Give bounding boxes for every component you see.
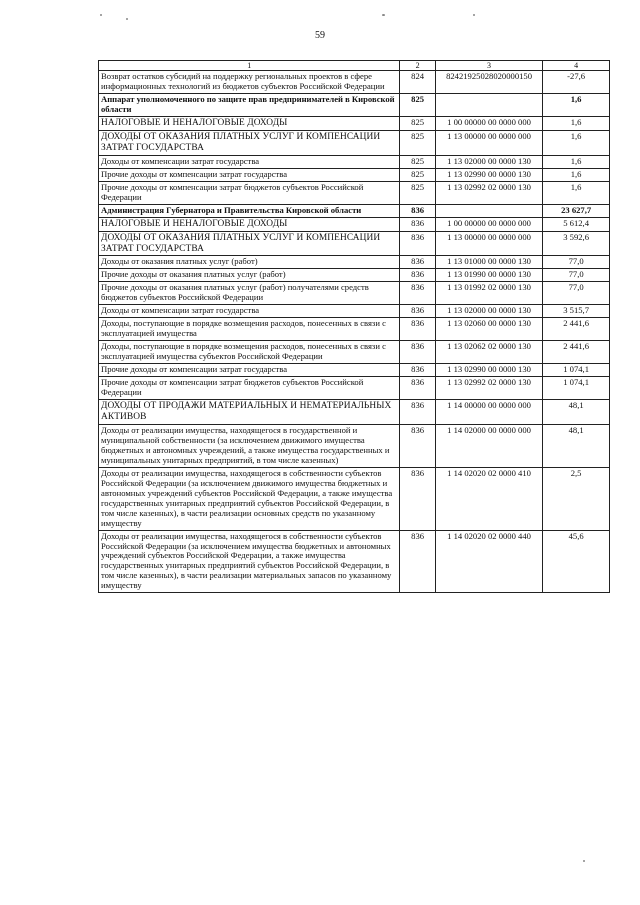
- scan-speck: [382, 14, 385, 16]
- row-budget-code: 1 13 00000 00 0000 000: [435, 131, 542, 156]
- row-name: Доходы от реализации имущества, находящегося в собственности субъектов Российской Федерации (за исключением имущества бюджетных и автономных учреждений субъектов Российской Федерации, а также имущества государственных унитарных предприятий субъектов Российской Федерации, в том числе казенных), в части реализации материальных запасов по указанному имуществу: [99, 530, 400, 593]
- row-admin-code: 836: [400, 305, 435, 318]
- row-amount: 1,6: [543, 168, 610, 181]
- row-amount: 23 627,7: [543, 204, 610, 217]
- row-admin-code: 825: [400, 181, 435, 204]
- scan-speck: [126, 18, 128, 20]
- row-budget-code: 1 13 02990 00 0000 130: [435, 364, 542, 377]
- row-name: Доходы от оказания платных услуг (работ): [99, 256, 400, 269]
- scan-speck: [100, 14, 102, 16]
- row-name: Доходы, поступающие в порядке возмещения расходов, понесенных в связи с эксплуатацией имущества субъектов Российской Федерации: [99, 341, 400, 364]
- row-name: Доходы от компенсации затрат государства: [99, 155, 400, 168]
- table-row: [99, 341, 610, 364]
- row-name: Прочие доходы от компенсации затрат государства: [99, 168, 400, 181]
- row-amount: 2,5: [543, 467, 610, 530]
- row-admin-code: 836: [400, 341, 435, 364]
- row-admin-code: 836: [400, 400, 435, 425]
- table-row: [99, 204, 610, 217]
- table-row: [99, 530, 610, 593]
- row-admin-code: 825: [400, 117, 435, 131]
- row-name: Доходы, поступающие в порядке возмещения расходов, понесенных в связи с эксплуатацией имущества: [99, 318, 400, 341]
- row-name: Аппарат уполномоченного по защите прав предпринимателей в Кировской области: [99, 94, 400, 117]
- row-amount: 1 074,1: [543, 364, 610, 377]
- row-budget-code: [435, 204, 542, 217]
- row-budget-code: 1 13 02000 00 0000 130: [435, 155, 542, 168]
- row-amount: 1,6: [543, 181, 610, 204]
- row-amount: 3 515,7: [543, 305, 610, 318]
- row-admin-code: 836: [400, 318, 435, 341]
- row-amount: 77,0: [543, 282, 610, 305]
- row-budget-code: 1 13 01992 02 0000 130: [435, 282, 542, 305]
- row-admin-code: 836: [400, 282, 435, 305]
- row-budget-code: 1 13 02992 02 0000 130: [435, 181, 542, 204]
- row-budget-code: 1 14 02020 02 0000 410: [435, 467, 542, 530]
- row-name: НАЛОГОВЫЕ И НЕНАЛОГОВЫЕ ДОХОДЫ: [99, 117, 400, 131]
- row-admin-code: 836: [400, 377, 435, 400]
- table-row: [99, 400, 610, 425]
- row-name: Возврат остатков субсидий на поддержку региональных проектов в сфере информационных технологий из бюджетов субъектов Российской Федерации: [99, 71, 400, 94]
- row-amount: 48,1: [543, 400, 610, 425]
- row-admin-code: 836: [400, 269, 435, 282]
- row-name: Прочие доходы от компенсации затрат государства: [99, 364, 400, 377]
- row-budget-code: 1 13 02990 00 0000 130: [435, 168, 542, 181]
- row-amount: 77,0: [543, 256, 610, 269]
- row-admin-code: 836: [400, 231, 435, 256]
- row-amount: 1,6: [543, 94, 610, 117]
- row-amount: -27,6: [543, 71, 610, 94]
- row-budget-code: 1 13 00000 00 0000 000: [435, 231, 542, 256]
- row-budget-code: 1 00 00000 00 0000 000: [435, 117, 542, 131]
- table-row: [99, 256, 610, 269]
- table-row: [99, 377, 610, 400]
- row-budget-code: 1 14 00000 00 0000 000: [435, 400, 542, 425]
- column-number: 4: [543, 61, 610, 71]
- row-name: ДОХОДЫ ОТ ОКАЗАНИЯ ПЛАТНЫХ УСЛУГ И КОМПЕНСАЦИИ ЗАТРАТ ГОСУДАРСТВА: [99, 231, 400, 256]
- row-amount: 1,6: [543, 155, 610, 168]
- scan-speck: [583, 860, 585, 862]
- table-row: [99, 231, 610, 256]
- row-amount: 77,0: [543, 269, 610, 282]
- row-admin-code: 825: [400, 155, 435, 168]
- row-amount: 2 441,6: [543, 318, 610, 341]
- row-admin-code: 825: [400, 131, 435, 156]
- row-amount: 3 592,6: [543, 231, 610, 256]
- row-budget-code: 1 00 00000 00 0000 000: [435, 217, 542, 231]
- table-row: [99, 94, 610, 117]
- table-row: [99, 318, 610, 341]
- scan-speck: [473, 14, 475, 16]
- row-name: Прочие доходы от компенсации затрат бюджетов субъектов Российской Федерации: [99, 377, 400, 400]
- table-row: [99, 305, 610, 318]
- row-admin-code: 836: [400, 364, 435, 377]
- table-row: [99, 181, 610, 204]
- row-budget-code: [435, 94, 542, 117]
- table-row: [99, 71, 610, 94]
- row-name: ДОХОДЫ ОТ ПРОДАЖИ МАТЕРИАЛЬНЫХ И НЕМАТЕРИАЛЬНЫХ АКТИВОВ: [99, 400, 400, 425]
- row-name: Доходы от реализации имущества, находящегося в государственной и муниципальной собственности (за исключением движимого имущества бюджетных и автономных учреждений, а также имущества государственных и муниципальных унитарных предприятий, в том числе казенных): [99, 424, 400, 467]
- row-budget-code: 1 14 02000 00 0000 000: [435, 424, 542, 467]
- row-name: НАЛОГОВЫЕ И НЕНАЛОГОВЫЕ ДОХОДЫ: [99, 217, 400, 231]
- row-budget-code: 1 13 02000 00 0000 130: [435, 305, 542, 318]
- row-admin-code: 825: [400, 94, 435, 117]
- row-amount: 5 612,4: [543, 217, 610, 231]
- row-admin-code: 824: [400, 71, 435, 94]
- table-row: [99, 217, 610, 231]
- table-row: [99, 155, 610, 168]
- row-name: Прочие доходы от оказания платных услуг (работ): [99, 269, 400, 282]
- column-number-row: [99, 61, 610, 71]
- row-amount: 1 074,1: [543, 377, 610, 400]
- row-admin-code: 836: [400, 530, 435, 593]
- row-amount: 48,1: [543, 424, 610, 467]
- row-admin-code: 836: [400, 467, 435, 530]
- page-number: 59: [315, 30, 325, 41]
- row-budget-code: 82421925028020000150: [435, 71, 542, 94]
- row-admin-code: 836: [400, 217, 435, 231]
- row-admin-code: 836: [400, 204, 435, 217]
- table-row: [99, 269, 610, 282]
- table-row: [99, 131, 610, 156]
- row-budget-code: 1 13 02062 02 0000 130: [435, 341, 542, 364]
- row-amount: 45,6: [543, 530, 610, 593]
- row-name: Доходы от реализации имущества, находящегося в собственности субъектов Российской Федерации (за исключением движимого имущества бюджетных и автономных учреждений субъектов Российской Федерации, а также имущества государственных унитарных предприятий субъектов Российской Федерации, в том числе казенных), в части реализации основных средств по указанному имуществу: [99, 467, 400, 530]
- row-admin-code: 836: [400, 256, 435, 269]
- row-name: Администрация Губернатора и Правительства Кировской области: [99, 204, 400, 217]
- row-name: Прочие доходы от компенсации затрат бюджетов субъектов Российской Федерации: [99, 181, 400, 204]
- row-admin-code: 836: [400, 424, 435, 467]
- table-row: [99, 467, 610, 530]
- row-budget-code: 1 13 01000 00 0000 130: [435, 256, 542, 269]
- row-name: Прочие доходы от оказания платных услуг (работ) получателями средств бюджетов субъектов Российской Федерации: [99, 282, 400, 305]
- column-number: 1: [99, 61, 400, 71]
- table-row: [99, 282, 610, 305]
- row-amount: 1,6: [543, 131, 610, 156]
- row-name: Доходы от компенсации затрат государства: [99, 305, 400, 318]
- row-amount: 1,6: [543, 117, 610, 131]
- table-row: [99, 168, 610, 181]
- column-number: 2: [400, 61, 435, 71]
- table-row: [99, 424, 610, 467]
- row-budget-code: 1 13 01990 00 0000 130: [435, 269, 542, 282]
- row-name: ДОХОДЫ ОТ ОКАЗАНИЯ ПЛАТНЫХ УСЛУГ И КОМПЕНСАЦИИ ЗАТРАТ ГОСУДАРСТВА: [99, 131, 400, 156]
- row-budget-code: 1 13 02060 00 0000 130: [435, 318, 542, 341]
- row-budget-code: 1 13 02992 02 0000 130: [435, 377, 542, 400]
- row-amount: 2 441,6: [543, 341, 610, 364]
- row-admin-code: 825: [400, 168, 435, 181]
- table-row: [99, 364, 610, 377]
- table-row: [99, 117, 610, 131]
- column-number: 3: [435, 61, 542, 71]
- row-budget-code: 1 14 02020 02 0000 440: [435, 530, 542, 593]
- revenue-table: [98, 60, 610, 593]
